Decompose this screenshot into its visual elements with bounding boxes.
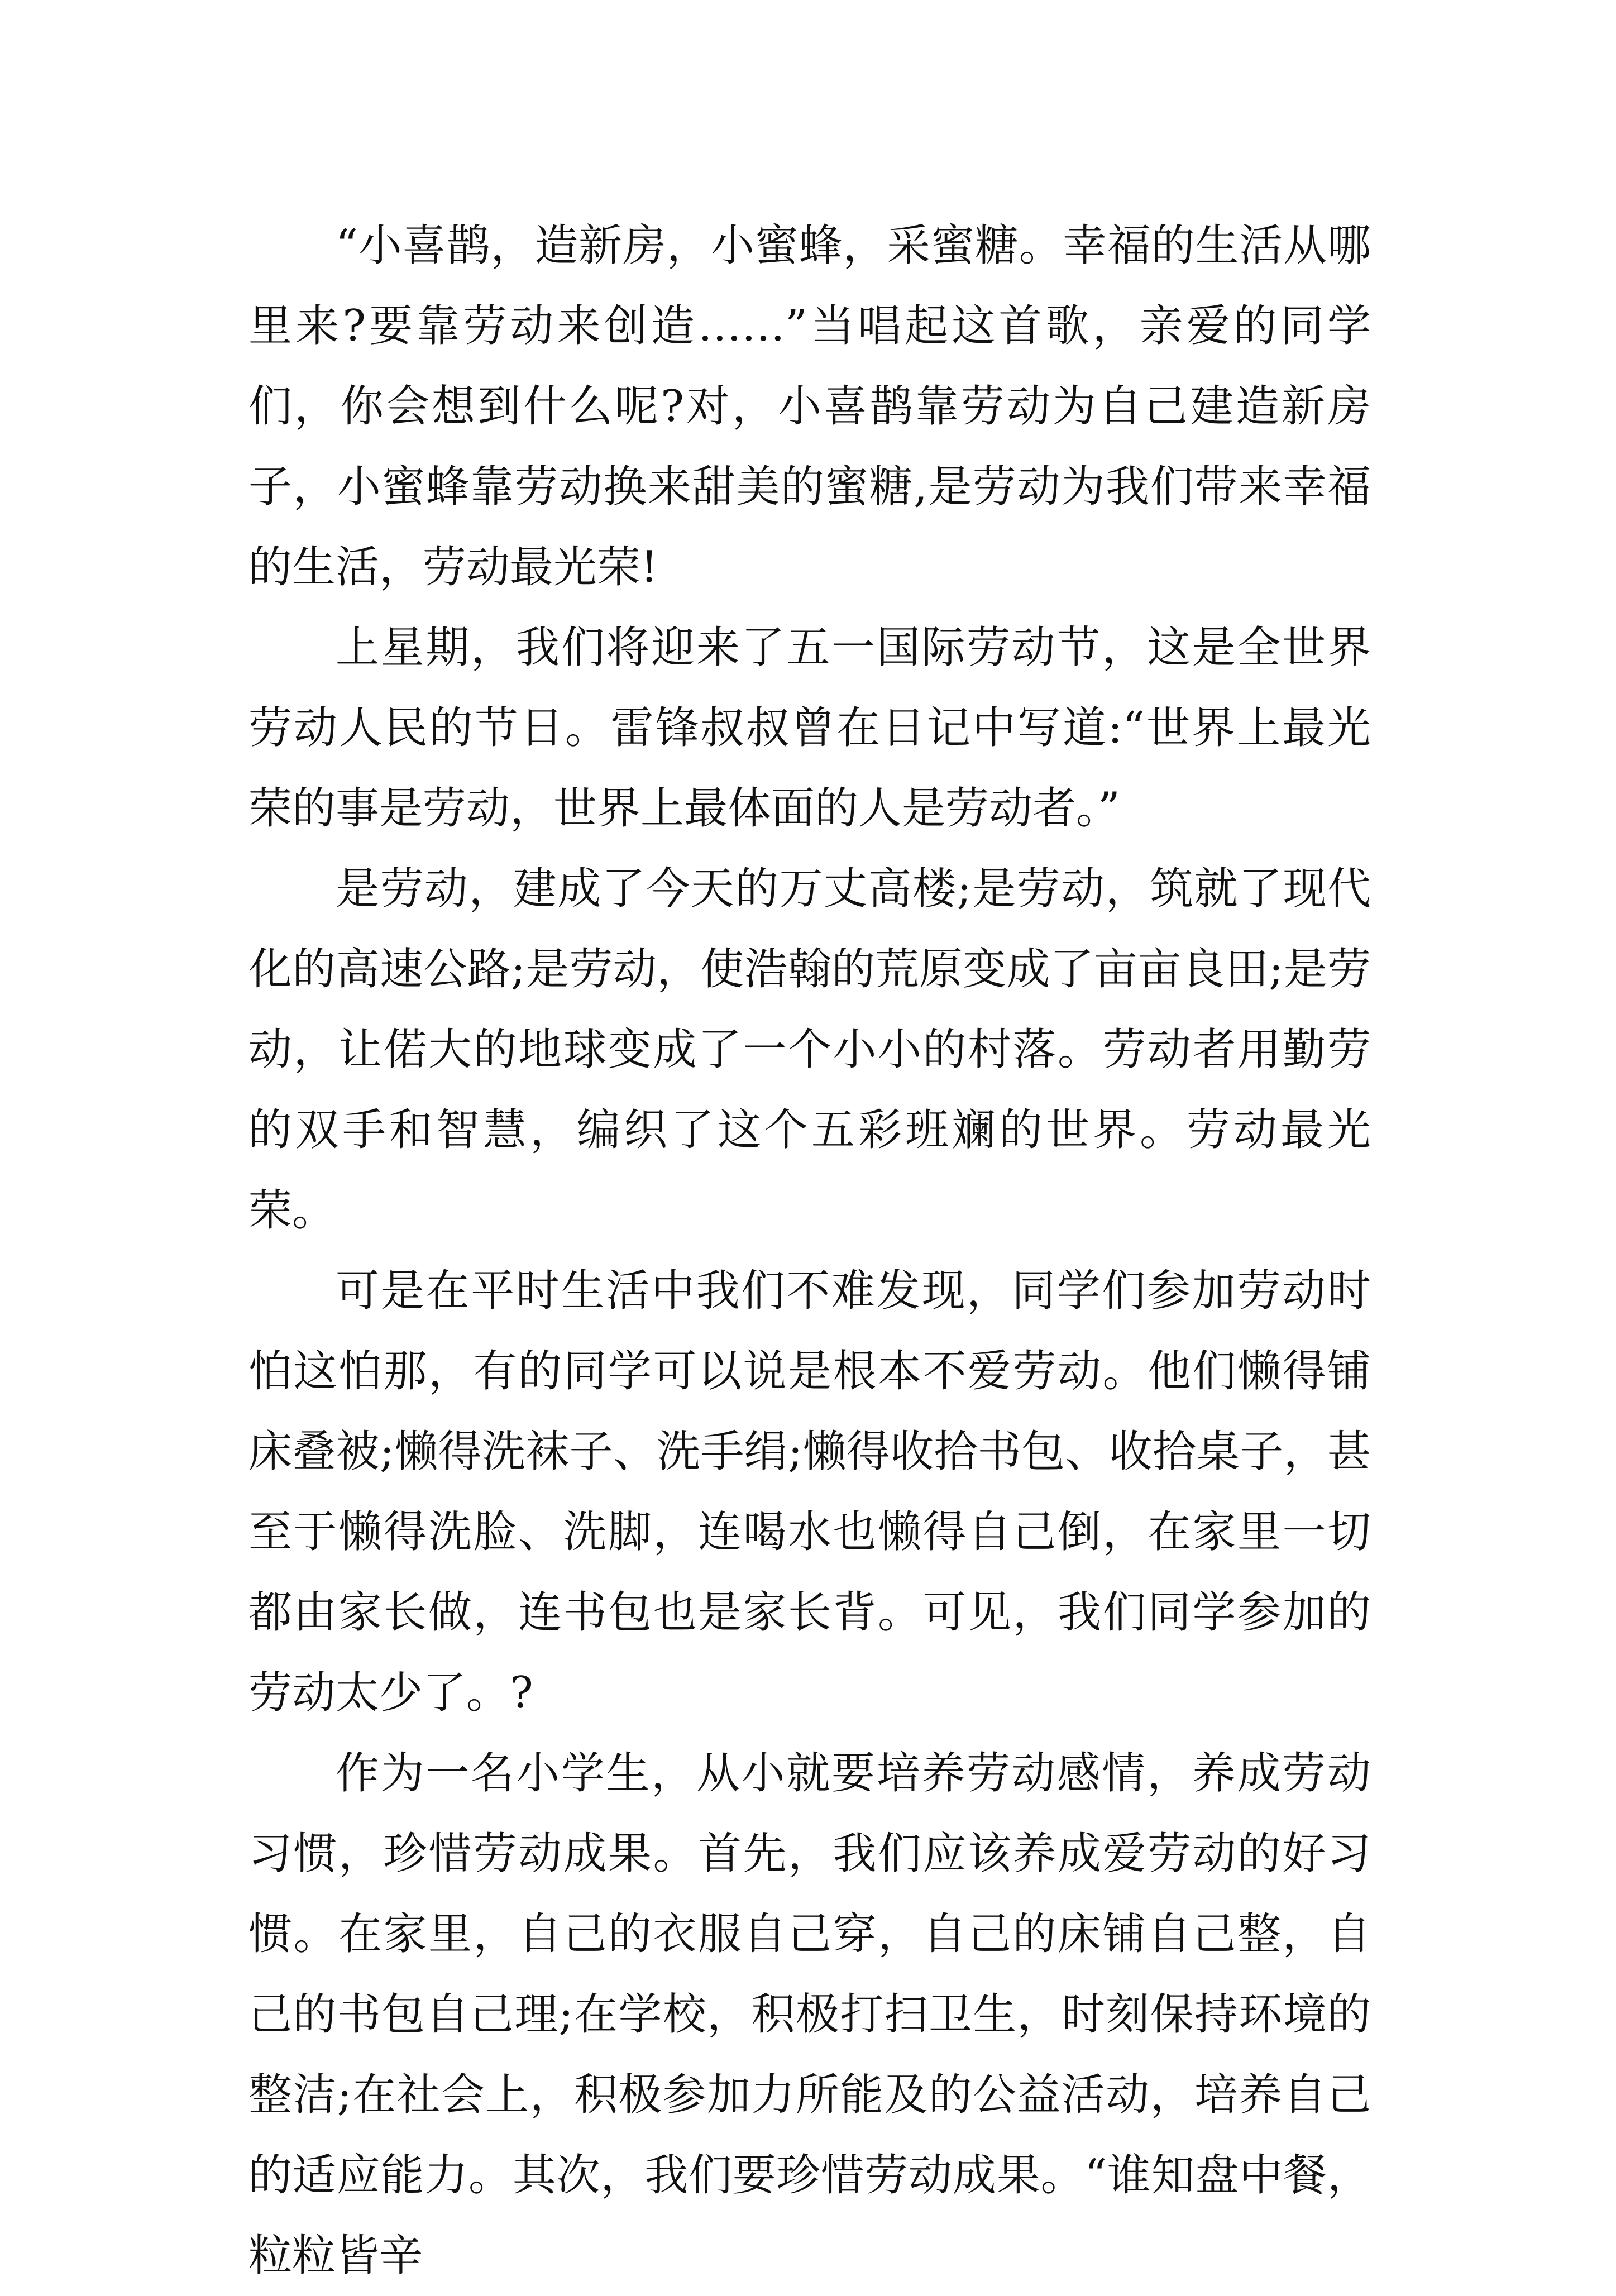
paragraph-4: 可是在平时生活中我们不难发现，同学们参加劳动时怕这怕那，有的同学可以说是根本不爱劳动。他们懒得铺床叠被;懒得洗袜子、洗手绢;懒得收拾书包、收拾桌子，甚至于懒得洗脸、洗脚，连喝水也懒得自己倒，在家里一切都由家长做，连书包也是家长背。可见，我们同学参加的劳动太少了。? [248, 1266, 1371, 1718]
paragraph-5: 作为一名小学生，从小就要培养劳动感情，养成劳动习惯，珍惜劳动成果。首先，我们应该养成爱劳动的好习惯。在家里，自己的衣服自己穿，自己的床铺自己整，自己的书包自己理;在学校，积极打扫卫生，时刻保持环境的整洁;在社会上，积极参加力所能及的公益活动，培养自己的适应能力。其次，我们要珍惜劳动成果。“谁知盘中餐，粒粒皆辛 [248, 1748, 1371, 2281]
paragraph-2: 上星期，我们将迎来了五一国际劳动节，这是全世界劳动人民的节日。雷锋叔叔曾在日记中写道:“世界上最光荣的事是劳动，世界上最体面的人是劳动者。” [248, 623, 1371, 834]
paragraph-3: 是劳动，建成了今天的万丈高楼;是劳动，筑就了现代化的高速公路;是劳动，使浩翰的荒原变成了亩亩良田;是劳动，让偌大的地球变成了一个小小的村落。劳动者用勤劳的双手和智慧，编织了这个五彩班斓的世界。劳动最光荣。 [248, 864, 1371, 1236]
paragraph-1: “小喜鹊，造新房，小蜜蜂，采蜜糖。幸福的生活从哪里来?要靠劳动来创造……”当唱起这首歌，亲爱的同学们，你会想到什么呢?对，小喜鹊靠劳动为自己建造新房子，小蜜蜂靠劳动换来甜美的蜜糖,是劳动为我们带来幸福的生活，劳动最光荣! [248, 221, 1371, 592]
document-body [248, 205, 1371, 2296]
